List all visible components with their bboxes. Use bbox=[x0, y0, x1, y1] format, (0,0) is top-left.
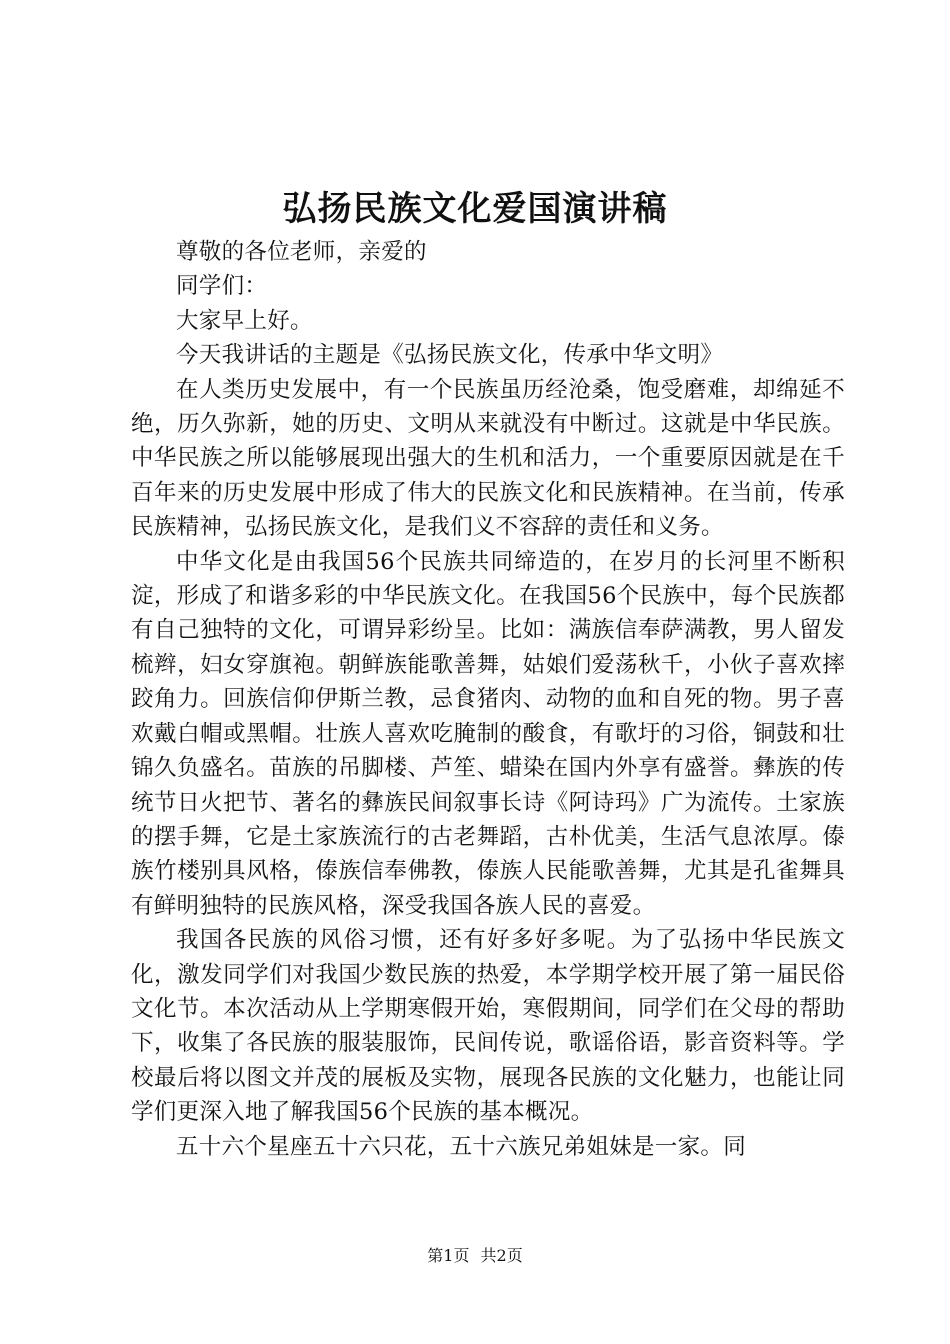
page-number: 第1页 bbox=[427, 1246, 470, 1265]
body-paragraph: 中华文化是由我国56个民族共同缔造的，在岁月的长河里不断积淀，形成了和谐多彩的中华民族文化。在我国56个民族中，每个民族都有自己独特的文化，可谓异彩纷呈。比如：满族信奉萨满教，男人留发梳辫，妇女穿旗袍。朝鲜族能歌善舞，姑娘们爱荡秋千，小伙子喜欢摔跤角力。回族信仰伊斯兰教，忌食猪肉、动物的血和自死的物。男子喜欢戴白帽或黑帽。壮族人喜欢吃腌制的酸食，有歌圩的习俗，铜鼓和壮锦久负盛名。苗族的吊脚楼、芦笙、蜡染在国内外享有盛誉。彝族的传统节日火把节、著名的彝族民间叙事长诗《阿诗玛》广为流传。土家族的摆手舞，它是土家族流行的古老舞蹈，古朴优美，生活气息浓厚。傣族竹楼别具风格，傣族信奉佛教，傣族人民能歌善舞，尤其是孔雀舞具有鲜明独特的民族风格，深受我国各族人民的喜爱。 bbox=[131, 548, 845, 919]
greeting-line: 同学们： bbox=[176, 273, 268, 300]
document-body bbox=[131, 235, 845, 1164]
greeting-line: 大家早上好。 bbox=[176, 307, 313, 334]
body-paragraph: 在人类历史发展中，有一个民族虽历经沧桑，饱受磨难，却绵延不绝，历久弥新，她的历史、文明从来就没有中断过。这就是中华民族。中华民族之所以能够展现出强大的生机和活力，一个重要原因就是在千百年来的历史发展中形成了伟大的民族文化和民族精神。在当前，传承民族精神，弘扬民族文化，是我们义不容辞的责任和义务。 bbox=[131, 376, 845, 541]
body-paragraph: 五十六个星座五十六只花，五十六族兄弟姐妹是一家。同 bbox=[176, 1133, 747, 1160]
greeting-line: 尊敬的各位老师，亲爱的 bbox=[176, 239, 427, 265]
page-total: 共2页 bbox=[480, 1246, 523, 1265]
topic-line: 今天我讲话的主题是《弘扬民族文化，传承中华文明》 bbox=[176, 342, 724, 369]
document-title: 弘扬民族文化爱国演讲稿 bbox=[282, 189, 668, 229]
page-footer bbox=[0, 1245, 950, 1267]
body-paragraph: 我国各民族的风俗习惯，还有好多好多呢。为了弘扬中华民族文化，激发同学们对我国少数民族的热爱，本学期学校开展了第一届民俗文化节。本次活动从上学期寒假开始，寒假期间，同学们在父母的帮助下，收集了各民族的服装服饰，民间传说，歌谣俗语，影音资料等。学校最后将以图文并茂的展板及实物，展现各民族的文化魅力，也能让同学们更深入地了解我国56个民族的基本概况。 bbox=[131, 927, 845, 1126]
